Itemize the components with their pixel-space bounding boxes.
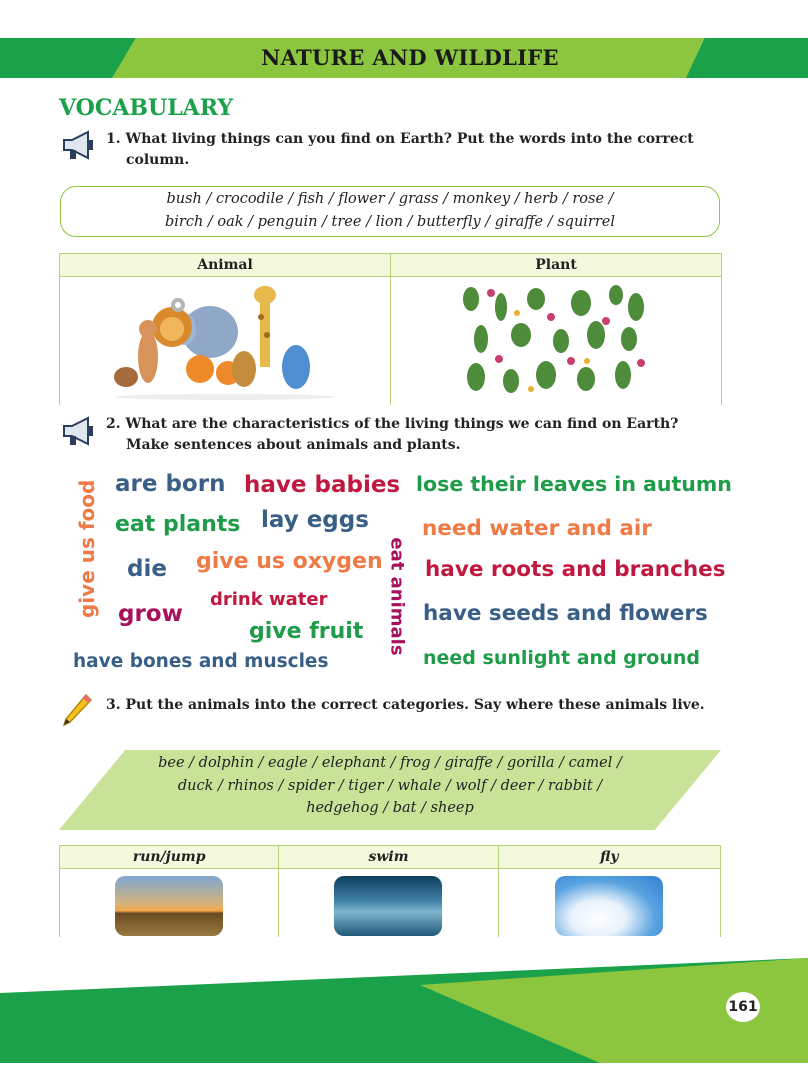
megaphone-icon <box>60 128 100 162</box>
question-2-text-line1: What are the characteristics of the living things we can find on Earth? <box>125 416 679 432</box>
sunset-field-image <box>115 876 223 936</box>
question-1 <box>106 129 726 171</box>
q3-word-list <box>82 752 698 820</box>
section-title: VOCABULARY <box>59 95 234 121</box>
question-1-number: 1. <box>106 131 121 147</box>
question-1-text-line2: column. <box>126 152 190 168</box>
q1-words-line1: bush / crocodile / fish / flower / grass / monkey / herb / rose / <box>166 191 614 207</box>
phrase-die: die <box>127 556 167 582</box>
question-2-number: 2. <box>106 416 121 432</box>
animals-illustration <box>60 277 390 401</box>
question-2-text-line2: Make sentences about animals and plants. <box>126 437 461 453</box>
phrase-have-babies: have babies <box>244 472 401 498</box>
page-number: 161 <box>726 992 760 1022</box>
q3-words-line3: hedgehog / bat / sheep <box>306 800 474 816</box>
phrase-give-us-food: give us food <box>75 479 99 618</box>
phrase-sunlight-ground: need sunlight and ground <box>423 647 700 669</box>
phrase-eat-plants: eat plants <box>115 512 241 537</box>
phrase-lose-leaves: lose their leaves in autumn <box>416 472 732 496</box>
question-3-text: Put the animals into the correct categories. Say where these animals live. <box>125 697 705 713</box>
phrase-are-born: are born <box>115 471 226 497</box>
megaphone-icon <box>60 414 100 448</box>
question-3-number: 3. <box>106 697 121 713</box>
q1-words-line2: birch / oak / penguin / tree / lion / butterfly / giraffe / squirrel <box>164 214 616 230</box>
phrase-give-oxygen: give us oxygen <box>196 549 383 574</box>
q3-table <box>59 845 721 937</box>
plants-illustration <box>391 277 721 401</box>
run-jump-cell <box>60 869 279 938</box>
phrase-drink-water: drink water <box>210 589 328 610</box>
phrase-lay-eggs: lay eggs <box>261 507 369 533</box>
footer-band <box>0 958 808 1063</box>
table-header-run-jump: run/jump <box>60 846 279 869</box>
underwater-image <box>334 876 442 936</box>
swim-cell <box>279 869 498 938</box>
banner-right-stripe <box>686 38 808 78</box>
animal-cell <box>60 277 391 406</box>
phrase-roots-branches: have roots and branches <box>425 557 726 582</box>
table-header-animal: Animal <box>60 254 391 277</box>
phrase-seeds-flowers: have seeds and flowers <box>423 601 708 626</box>
phrase-need-water: need water and air <box>422 516 652 541</box>
sky-image <box>555 876 663 936</box>
question-3 <box>106 695 746 716</box>
table-header-fly: fly <box>498 846 720 869</box>
q1-word-box <box>60 186 720 237</box>
phrase-give-fruit: give fruit <box>249 619 364 644</box>
q3-words-line2: duck / rhinos / spider / tiger / whale / wolf / deer / rabbit / <box>177 777 603 794</box>
plant-cell <box>391 277 722 406</box>
pencil-icon <box>60 692 94 730</box>
q1-table <box>59 253 722 405</box>
phrase-bones-muscles: have bones and muscles <box>73 651 329 672</box>
question-2 <box>106 414 726 456</box>
question-1-text-line1: What living things can you find on Earth? Put the words into the correct <box>125 131 694 147</box>
fly-cell <box>498 869 720 938</box>
page-title: NATURE AND WILDLIFE <box>261 45 559 70</box>
table-header-plant: Plant <box>391 254 722 277</box>
q3-words-line1: bee / dolphin / eagle / elephant / frog / giraffe / gorilla / camel / <box>158 755 622 771</box>
table-header-swim: swim <box>279 846 498 869</box>
phrase-grow: grow <box>118 601 183 627</box>
phrase-eat-animals: eat animals <box>386 537 408 656</box>
